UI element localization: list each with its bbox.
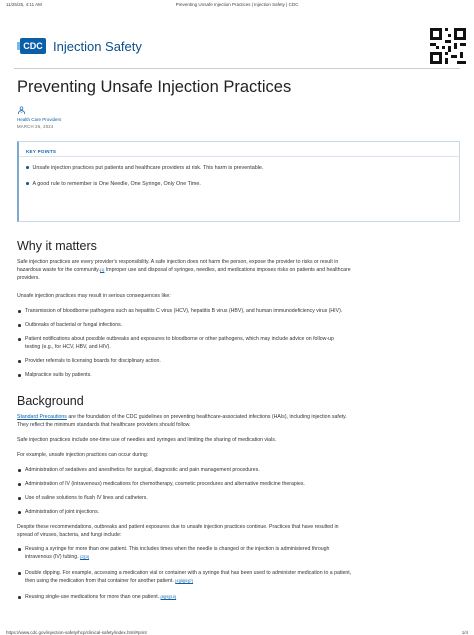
section-heading-why-it-matters: Why it matters	[17, 239, 97, 253]
qr-code-icon	[430, 28, 466, 64]
reference-link[interactable]: [4][5][6][7]	[175, 578, 194, 583]
text: spread of viruses, bacteria, and fungi include:	[17, 532, 122, 538]
header-divider	[14, 68, 460, 69]
background-paragraph-4	[17, 523, 457, 539]
text: Improper use and disposal of syringes, needles, and medications imposes risks on patients and healthcare	[104, 267, 351, 273]
cdc-logo[interactable]: CDC	[20, 38, 46, 54]
text: Despite these recommendations, outbreaks and patient exposures due to unsafe injection practices continue. Practices that have resulted in	[17, 524, 339, 530]
text: then using the medication from that container for another patient.	[25, 578, 174, 584]
text: Safe injection practices are every provider's responsibility. A safe injection does not harm the person, expose the provider to risks or result in	[17, 259, 339, 265]
text: They reflect the minimum standards that healthcare providers should follow.	[17, 422, 191, 428]
list-item	[17, 335, 447, 351]
list-item	[17, 593, 447, 601]
why-paragraph-2: Unsafe injection practices may result in serious consequences like:	[17, 293, 171, 299]
standard-precautions-link[interactable]: Standard Precautions	[17, 414, 67, 420]
background-paragraph-3: For example, unsafe injection practices can occur during:	[17, 452, 149, 458]
key-point-item: Unsafe injection practices put patients and healthcare providers at risk. This harm is preventable.	[26, 165, 263, 171]
text: testing (e.g., for HCV, HBV, and HIV).	[25, 344, 111, 350]
reference-link[interactable]: [8][9][10]	[160, 594, 177, 599]
text: providers.	[17, 275, 40, 281]
print-timestamp: 11/25/25, 4:11 AM	[6, 2, 42, 7]
list-item: Use of saline solutions to flush IV lines and catheters.	[17, 494, 447, 502]
page-number: 1/4	[461, 630, 468, 635]
text: hazardous waste for the community.	[17, 267, 100, 273]
site-title[interactable]: Injection Safety	[53, 38, 142, 54]
site-brand[interactable]	[20, 38, 142, 54]
text: intravenous (IV) tubing.	[25, 554, 79, 560]
text: Double dipping. For example, accessing a medication vial or container with a syringe that has been used to administer medication to a patient,	[25, 570, 352, 576]
list-item: Administration of joint injections.	[17, 508, 447, 516]
health-care-providers-icon	[17, 106, 26, 115]
background-paragraph-1	[17, 413, 457, 429]
list-item: Administration of IV (intravenous) medications for chemotherapy, cosmetic procedures and alternative medicine therapies.	[17, 480, 447, 488]
list-item	[17, 569, 447, 585]
section-heading-background: Background	[17, 394, 84, 408]
key-points-divider	[19, 156, 459, 157]
audience-label[interactable]: Health Care Providers	[17, 117, 62, 122]
text: are the foundation of the CDC guidelines on preventing healthcare-associated infections (HAIs), including injection safety.	[66, 414, 347, 420]
text: Reusing single-use medications for more than one patient.	[25, 594, 160, 600]
page-title: Preventing Unsafe Injection Practices	[17, 78, 292, 96]
list-item: Malpractice suits by patients.	[17, 371, 447, 379]
print-title: Preventing Unsafe Injection Practices | Injection Safety | CDC	[175, 2, 299, 7]
publish-date: MARCH 26, 2024	[17, 124, 54, 129]
text: Patient notifications about possible outbreaks and exposures to bloodborne or other pathogens, which may include advice on follow-up	[25, 336, 334, 342]
key-points-title: KEY POINTS	[26, 149, 57, 154]
key-points-box	[17, 141, 460, 222]
text: Reusing a syringe for more than one patient. This includes times when the needle is changed or the injection is administered through	[25, 546, 330, 552]
list-item: Provider referrals to licensing boards for disciplinary action.	[17, 357, 447, 365]
list-item	[17, 545, 447, 561]
reference-link[interactable]: [2][3]	[80, 554, 89, 559]
list-item: Administration of sedatives and anesthetics for surgical, diagnostic and pain management procedures.	[17, 466, 447, 474]
list-item: Outbreaks of bacterial or fungal infections.	[17, 321, 447, 329]
reference-link[interactable]: [1]	[99, 267, 105, 272]
list-item: Transmission of bloodborne pathogens such as hepatitis C virus (HCV), hepatitis B virus (HBV), and human immunodeficiency virus (HIV).	[17, 307, 447, 315]
key-point-item: A good rule to remember is One Needle, One Syringe, Only One Time.	[26, 181, 201, 187]
print-url: https://www.cdc.gov/injection-safety/hcp/clinical-safety/index.html#print	[6, 630, 147, 635]
background-paragraph-2: Safe injection practices include one-time use of needles and syringes and limiting the sharing of medication vials.	[17, 437, 277, 443]
why-paragraph-1	[17, 258, 457, 282]
